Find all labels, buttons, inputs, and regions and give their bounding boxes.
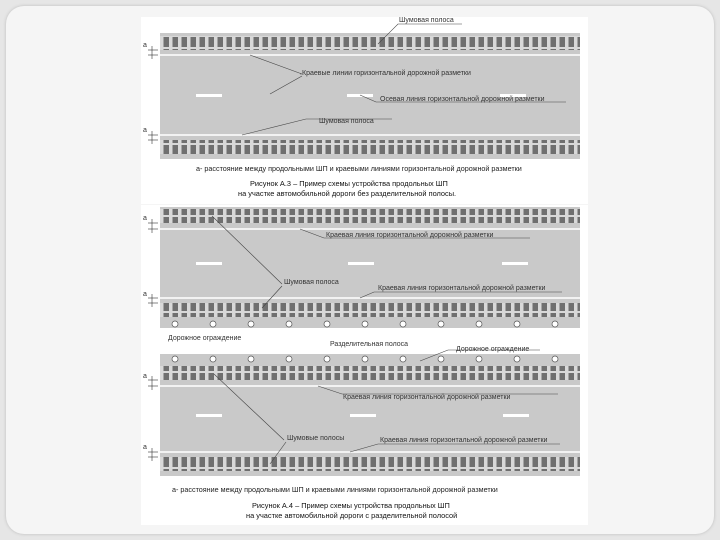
figure-1-label-center-line: Осевая линия горизонтальной дорожной разметки (380, 96, 545, 103)
figure-1-center-dash (347, 94, 373, 97)
figure-2-lower-bottom-rumble (160, 457, 580, 471)
figure-2-upper-center-dash (348, 262, 374, 265)
figure-2-label-barrier-right: Дорожное ограждение (456, 346, 530, 353)
figure-2-label-median: Разделительная полоса (330, 341, 409, 348)
figure-2-label-edge-line-mid: Краевая линия горизонтальной дорожной разметки (343, 394, 511, 401)
figure-1-dim-label-bottom: a (143, 127, 147, 134)
figure-1-note: а- расстояние между продольными ШП и краевыми линиями горизонтальной дорожной разметки (196, 164, 522, 173)
figure-2-dim-label: a (143, 291, 147, 298)
figure-1-bottom-rumble-strip (160, 140, 580, 154)
figure-2-label-barrier-left: Дорожное ограждение (168, 335, 242, 342)
figure-2-label-edge-line-top: Краевая линия горизонтальной дорожной разметки (326, 232, 494, 239)
figure-1-top-rumble-strip (160, 36, 580, 50)
figure-2-upper-center-dash (502, 262, 528, 265)
figure-2 (141, 205, 588, 525)
figure-2-upper-top-rumble (160, 209, 580, 223)
figure-2-dim-label: a (143, 444, 147, 451)
figure-2-label-edge-line-bottom: Краевая линия горизонтальной дорожной разметки (380, 437, 548, 444)
figure-1-caption-line1: Рисунок А.3 – Пример схемы устройства продольных ШП (250, 179, 448, 188)
figure-2-dim-label: a (143, 215, 147, 222)
figure-2-label-rumble-upper: Шумовая полоса (284, 279, 339, 286)
figure-2-lower-center-dash (350, 414, 376, 417)
figure-1 (141, 17, 588, 204)
figure-2-dim-label: a (143, 373, 147, 380)
figure-2-caption-line2: на участке автомобильной дороги с разделительной полосой (246, 511, 458, 520)
figure-1-label-bottom-rumble: Шумовая полоса (319, 118, 374, 125)
figure-1-dim-label-top: a (143, 42, 147, 49)
figure-1-center-dash (196, 94, 222, 97)
figure-2-label-rumble-lower: Шумовые полосы (287, 435, 345, 442)
figure-1-label-edge-lines: Краевые линии горизонтальной дорожной разметки (302, 70, 471, 77)
figure-2-lower-center-dash (503, 414, 529, 417)
figure-2-note: а- расстояние между продольными ШП и краевыми линиями горизонтальной дорожной разметки (172, 485, 498, 494)
figure-2-caption-line1: Рисунок А.4 – Пример схемы устройства продольных ШП (252, 501, 450, 510)
figure-2-label-edge-line-lower: Краевая линия горизонтальной дорожной разметки (378, 285, 546, 292)
figure-2-lower-center-dash (196, 414, 222, 417)
figure-2-lower-top-rumble (160, 366, 580, 380)
figure-2-upper-bottom-rumble (160, 303, 580, 317)
figure-2-upper-center-dash (196, 262, 222, 265)
figure-1-caption-line2: на участке автомобильной дороги без разделительной полосы. (238, 189, 457, 198)
figure-1-label-top-rumble: Шумовая полоса (399, 17, 454, 24)
